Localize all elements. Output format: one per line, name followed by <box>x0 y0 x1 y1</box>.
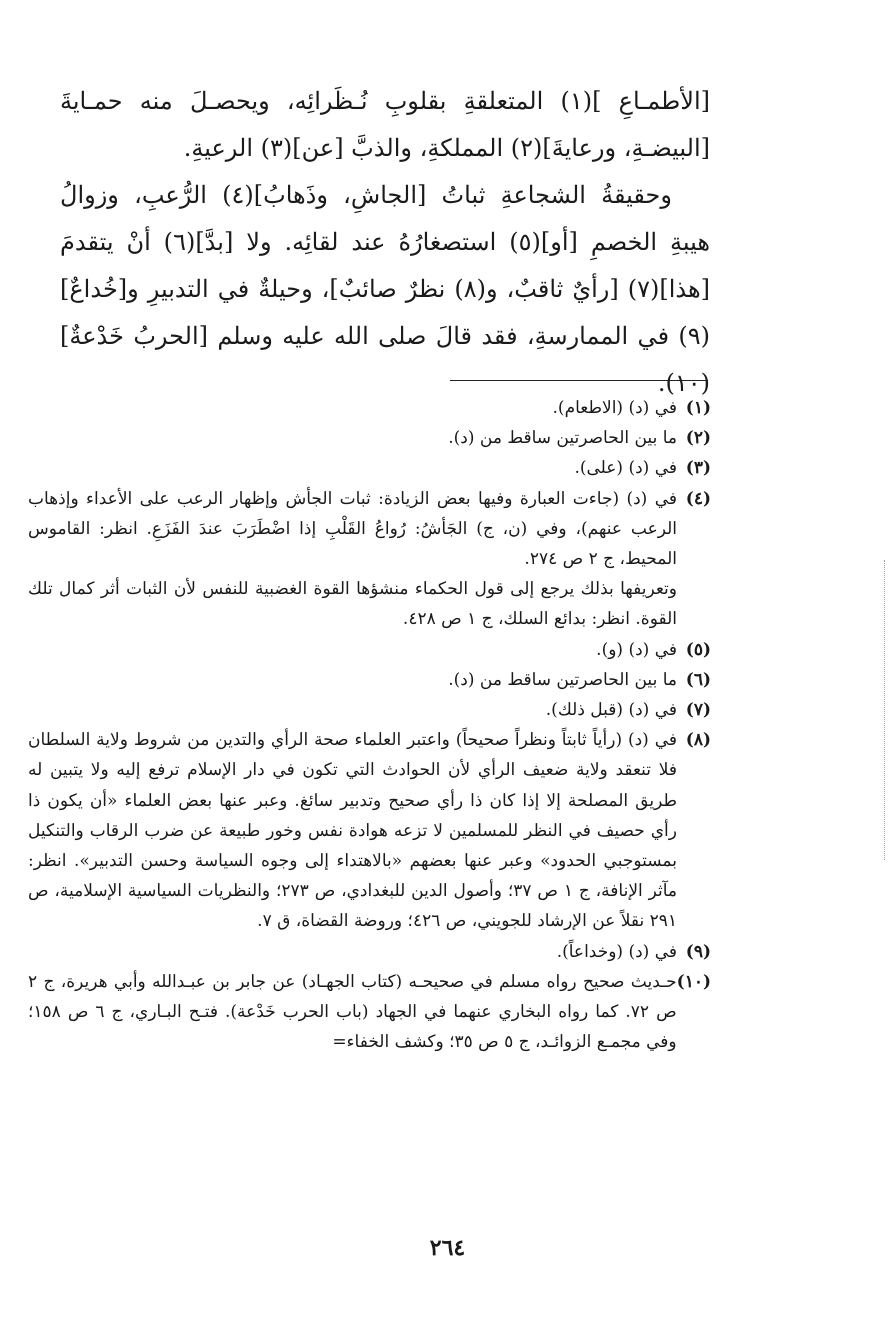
footnote <box>28 635 711 665</box>
footnote-text: في (د) (وخداعاً). <box>556 941 677 962</box>
footnote-separator <box>450 380 708 381</box>
main-text <box>60 78 710 407</box>
page-number: ٢٦٤ <box>429 1235 466 1261</box>
footnote-number: (١) <box>685 398 711 418</box>
footnote-text: حـديث صحيح رواه مسلم في صحيحـه (كتاب الجهـاد) عن جابر بن عبـدالله وأبي هريرة، ج ٢ ص ٧٢. كما رواه البخاري عنهما في الجهاد (باب الحرب خَدْعة). فتـح البـاري، ج ٦ ص ١٥٨؛ وفي مجمـع الزوائـد، ج ٥ ص ٣٥؛ وكشف الخفاء= <box>28 971 677 1053</box>
footnote-number: (٢) <box>685 428 711 449</box>
footnotes <box>28 393 711 1057</box>
footnote <box>28 937 711 967</box>
footnote <box>28 725 711 936</box>
footnote-text: في (د) (الاطعام). <box>552 398 677 418</box>
footnote-text: في (د) (جاءت العبارة وفيها بعض الزيادة: ثبات الجأش وإظهار الرعب على الأعداء وإذهاب الرعب عنهم)، وفي (ن، ج) الجَأشُ: رُواعُ القَلْبِ إذا اضْطَرَبَ عندَ الفَزَعِ. انظر: القاموس المحيط، ج ٢ ص ٢٧٤. <box>28 488 677 570</box>
footnote-text: ما بين الحاصرتين ساقط من (د). <box>448 669 677 690</box>
footnote <box>28 967 711 1058</box>
main-paragraph: [الأطمـاعِ ](١) المتعلقةِ بقلوبِ نُـظَرائِه، ويحصـلَ منه حمـايةَ [البيضـةِ، ورعايةَ](٢) المملكةِ، والذبَّ [عن](٣) الرعيةِ. <box>60 87 710 162</box>
footnote-number: (٨) <box>685 730 711 751</box>
footnote-number: (٥) <box>685 639 711 660</box>
footnote <box>28 665 711 695</box>
footnote-text: في (د) (على). <box>574 458 677 479</box>
main-paragraph: وحقيقةُ الشجاعةِ ثباتُ [الجاشِ، وذَهابُ](٤) الرُّعبِ، وزوالُ هيبةِ الخصمِ [أو](٥) استصغارُهُ عند لقائِه. ولا [بدَّ](٦) أنْ يتقدمَ [هذا](٧) [رأيٌ ثاقبٌ، و(٨) نظرٌ صائبٌ]، وحيلةٌ في التدبيرِ و[خُداعٌ](٩) في الممارسةِ، فقد قالَ صلى الله عليه وسلم [الحربُ خَدْعةٌ](١٠). <box>60 181 711 397</box>
footnote-number: (٩) <box>685 941 711 962</box>
footnote-text: في (د) (قبل ذلك). <box>545 700 677 721</box>
footnote-number: (١٠) <box>676 971 711 992</box>
footnote <box>28 453 711 483</box>
footnote-text: ما بين الحاصرتين ساقط من (د). <box>448 428 677 449</box>
footnote-number: (٤) <box>685 488 711 509</box>
footnote-number: (٧) <box>685 700 711 721</box>
footnote <box>28 423 711 453</box>
footnote <box>28 393 711 423</box>
footnote-text: في (د) (رأياً ثابتاً ونظراً صحيحاً) واعتبر العلماء صحة الرأي والتدين من شروط ولاية السلطان فلا تنعقد ولاية ضعيف الرأي لأن الحوادث التي تكون في دار الإسلام ترفع إليه ولا يتبين له طريق المصلحة إلا إذا كان ذا رأي صحيح وتدبير سائغ. وعبر عنها بعض العلماء «أن يكون ذا رأي حصيف في النظر للمسلمين لا تزعه هوادة نفس وخور طبيعة عن ضرب الرقاب والتنكيل بمستوجبي الحدود» وعبر عنها بعضهم «بالاهتداء إلى وجوه السياسة وحسن التدبير». انظر: مآثر الإنافة، ج ١ ص ٣٧؛ وأصول الدين للبغدادي، ص ٢٧٣؛ والنظريات السياسية الإسلامية، ص ٢٩١ نقلاً عن الإرشاد للجويني، ص ٤٢٦؛ وروضة القضاة، ق ٧. <box>28 730 677 932</box>
footnote <box>28 695 711 725</box>
footnote-number: (٣) <box>685 458 711 479</box>
footnote-number: (٦) <box>685 669 711 690</box>
footnote-text: في (د) (و). <box>596 639 677 660</box>
footnote-text: وتعريفها بذلك يرجع إلى قول الحكماء منشؤها القوة الغضبية للنفس لأن الثبات أثر كمال تلك القوة. انظر: بدائع السلك، ج ١ ص ٤٢٨. <box>28 579 677 630</box>
footnote <box>28 484 711 635</box>
scan-edge-marks <box>884 560 885 860</box>
